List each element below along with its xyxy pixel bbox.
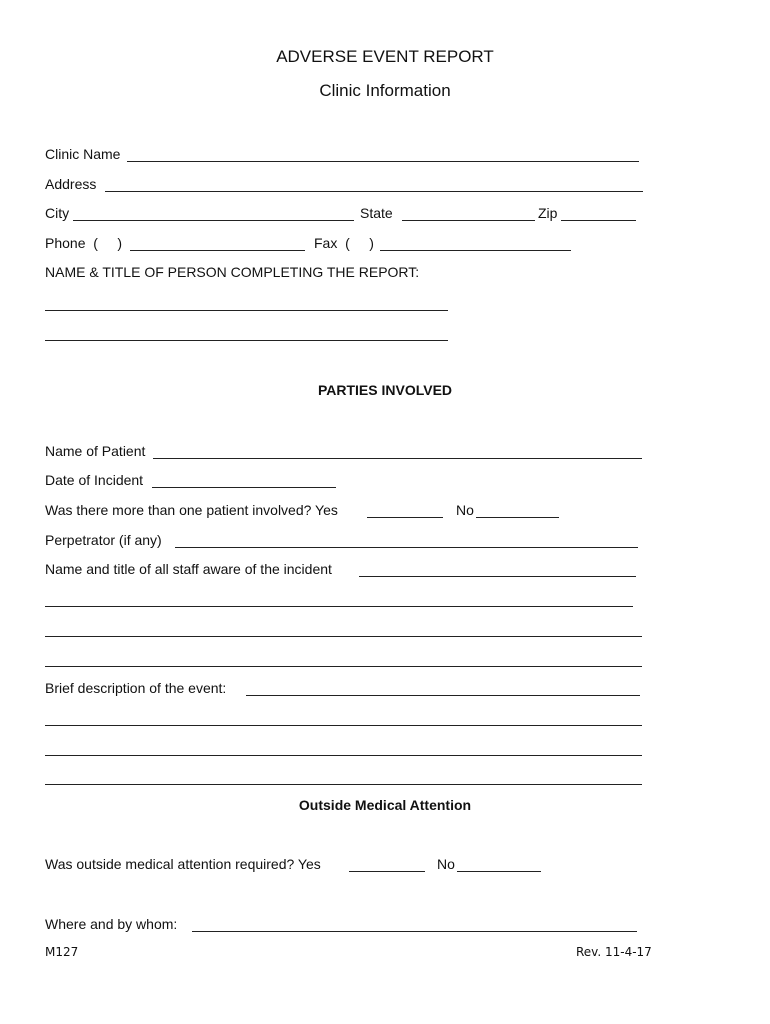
reporter-field-line-2[interactable] [45, 340, 448, 341]
zip-field[interactable] [561, 220, 636, 221]
multiple-patients-yes-field[interactable] [367, 517, 443, 518]
reporter-field-line-1[interactable] [45, 310, 448, 311]
address-label: Address [45, 176, 97, 192]
zip-label: Zip [538, 205, 558, 221]
event-description-label: Brief description of the event: [45, 680, 227, 696]
staff-aware-line-2[interactable] [45, 606, 633, 607]
where-by-whom-field[interactable] [192, 931, 637, 932]
city-field[interactable] [73, 220, 354, 221]
state-label: State [360, 205, 393, 221]
fax-field[interactable] [380, 250, 571, 251]
city-label: City [45, 205, 70, 221]
event-description-line-4[interactable] [45, 784, 642, 785]
phone-label: Phone ( ) [45, 235, 123, 251]
medical-required-no-label: No [437, 856, 455, 872]
staff-aware-field[interactable] [359, 576, 636, 577]
form-code: M127 [45, 945, 79, 959]
medical-required-no-field[interactable] [457, 871, 541, 872]
state-field[interactable] [402, 220, 535, 221]
multiple-patients-no-field[interactable] [476, 517, 559, 518]
form-subtitle: Clinic Information [319, 81, 451, 100]
perpetrator-field[interactable] [175, 547, 638, 548]
medical-required-yes-field[interactable] [349, 871, 425, 872]
clinic-name-label: Clinic Name [45, 146, 121, 162]
medical-required-label: Was outside medical attention required? Yes [45, 856, 321, 872]
incident-date-field[interactable] [152, 487, 336, 488]
medical-heading: Outside Medical Attention [298, 797, 472, 813]
phone-field[interactable] [130, 250, 305, 251]
where-by-whom-label: Where and by whom: [45, 916, 178, 932]
clinic-name-field[interactable] [127, 161, 639, 162]
patient-name-label: Name of Patient [45, 443, 146, 459]
incident-date-label: Date of Incident [45, 472, 144, 488]
revision-date: Rev. 11-4-17 [576, 945, 652, 959]
event-description-field[interactable] [246, 695, 640, 696]
multiple-patients-no-label: No [456, 502, 474, 518]
address-field[interactable] [105, 191, 643, 192]
form-title: ADVERSE EVENT REPORT [276, 47, 494, 66]
fax-label: Fax ( ) [314, 235, 374, 251]
reporter-label: NAME & TITLE OF PERSON COMPLETING THE REPORT: [45, 264, 420, 280]
parties-heading: PARTIES INVOLVED [317, 382, 453, 398]
perpetrator-label: Perpetrator (if any) [45, 532, 162, 548]
event-description-line-3[interactable] [45, 755, 642, 756]
event-description-line-2[interactable] [45, 725, 642, 726]
staff-aware-line-3[interactable] [45, 636, 642, 637]
staff-aware-label: Name and title of all staff aware of the incident [45, 561, 332, 577]
patient-name-field[interactable] [153, 458, 642, 459]
staff-aware-line-4[interactable] [45, 666, 642, 667]
multiple-patients-label: Was there more than one patient involved? Yes [45, 502, 338, 518]
